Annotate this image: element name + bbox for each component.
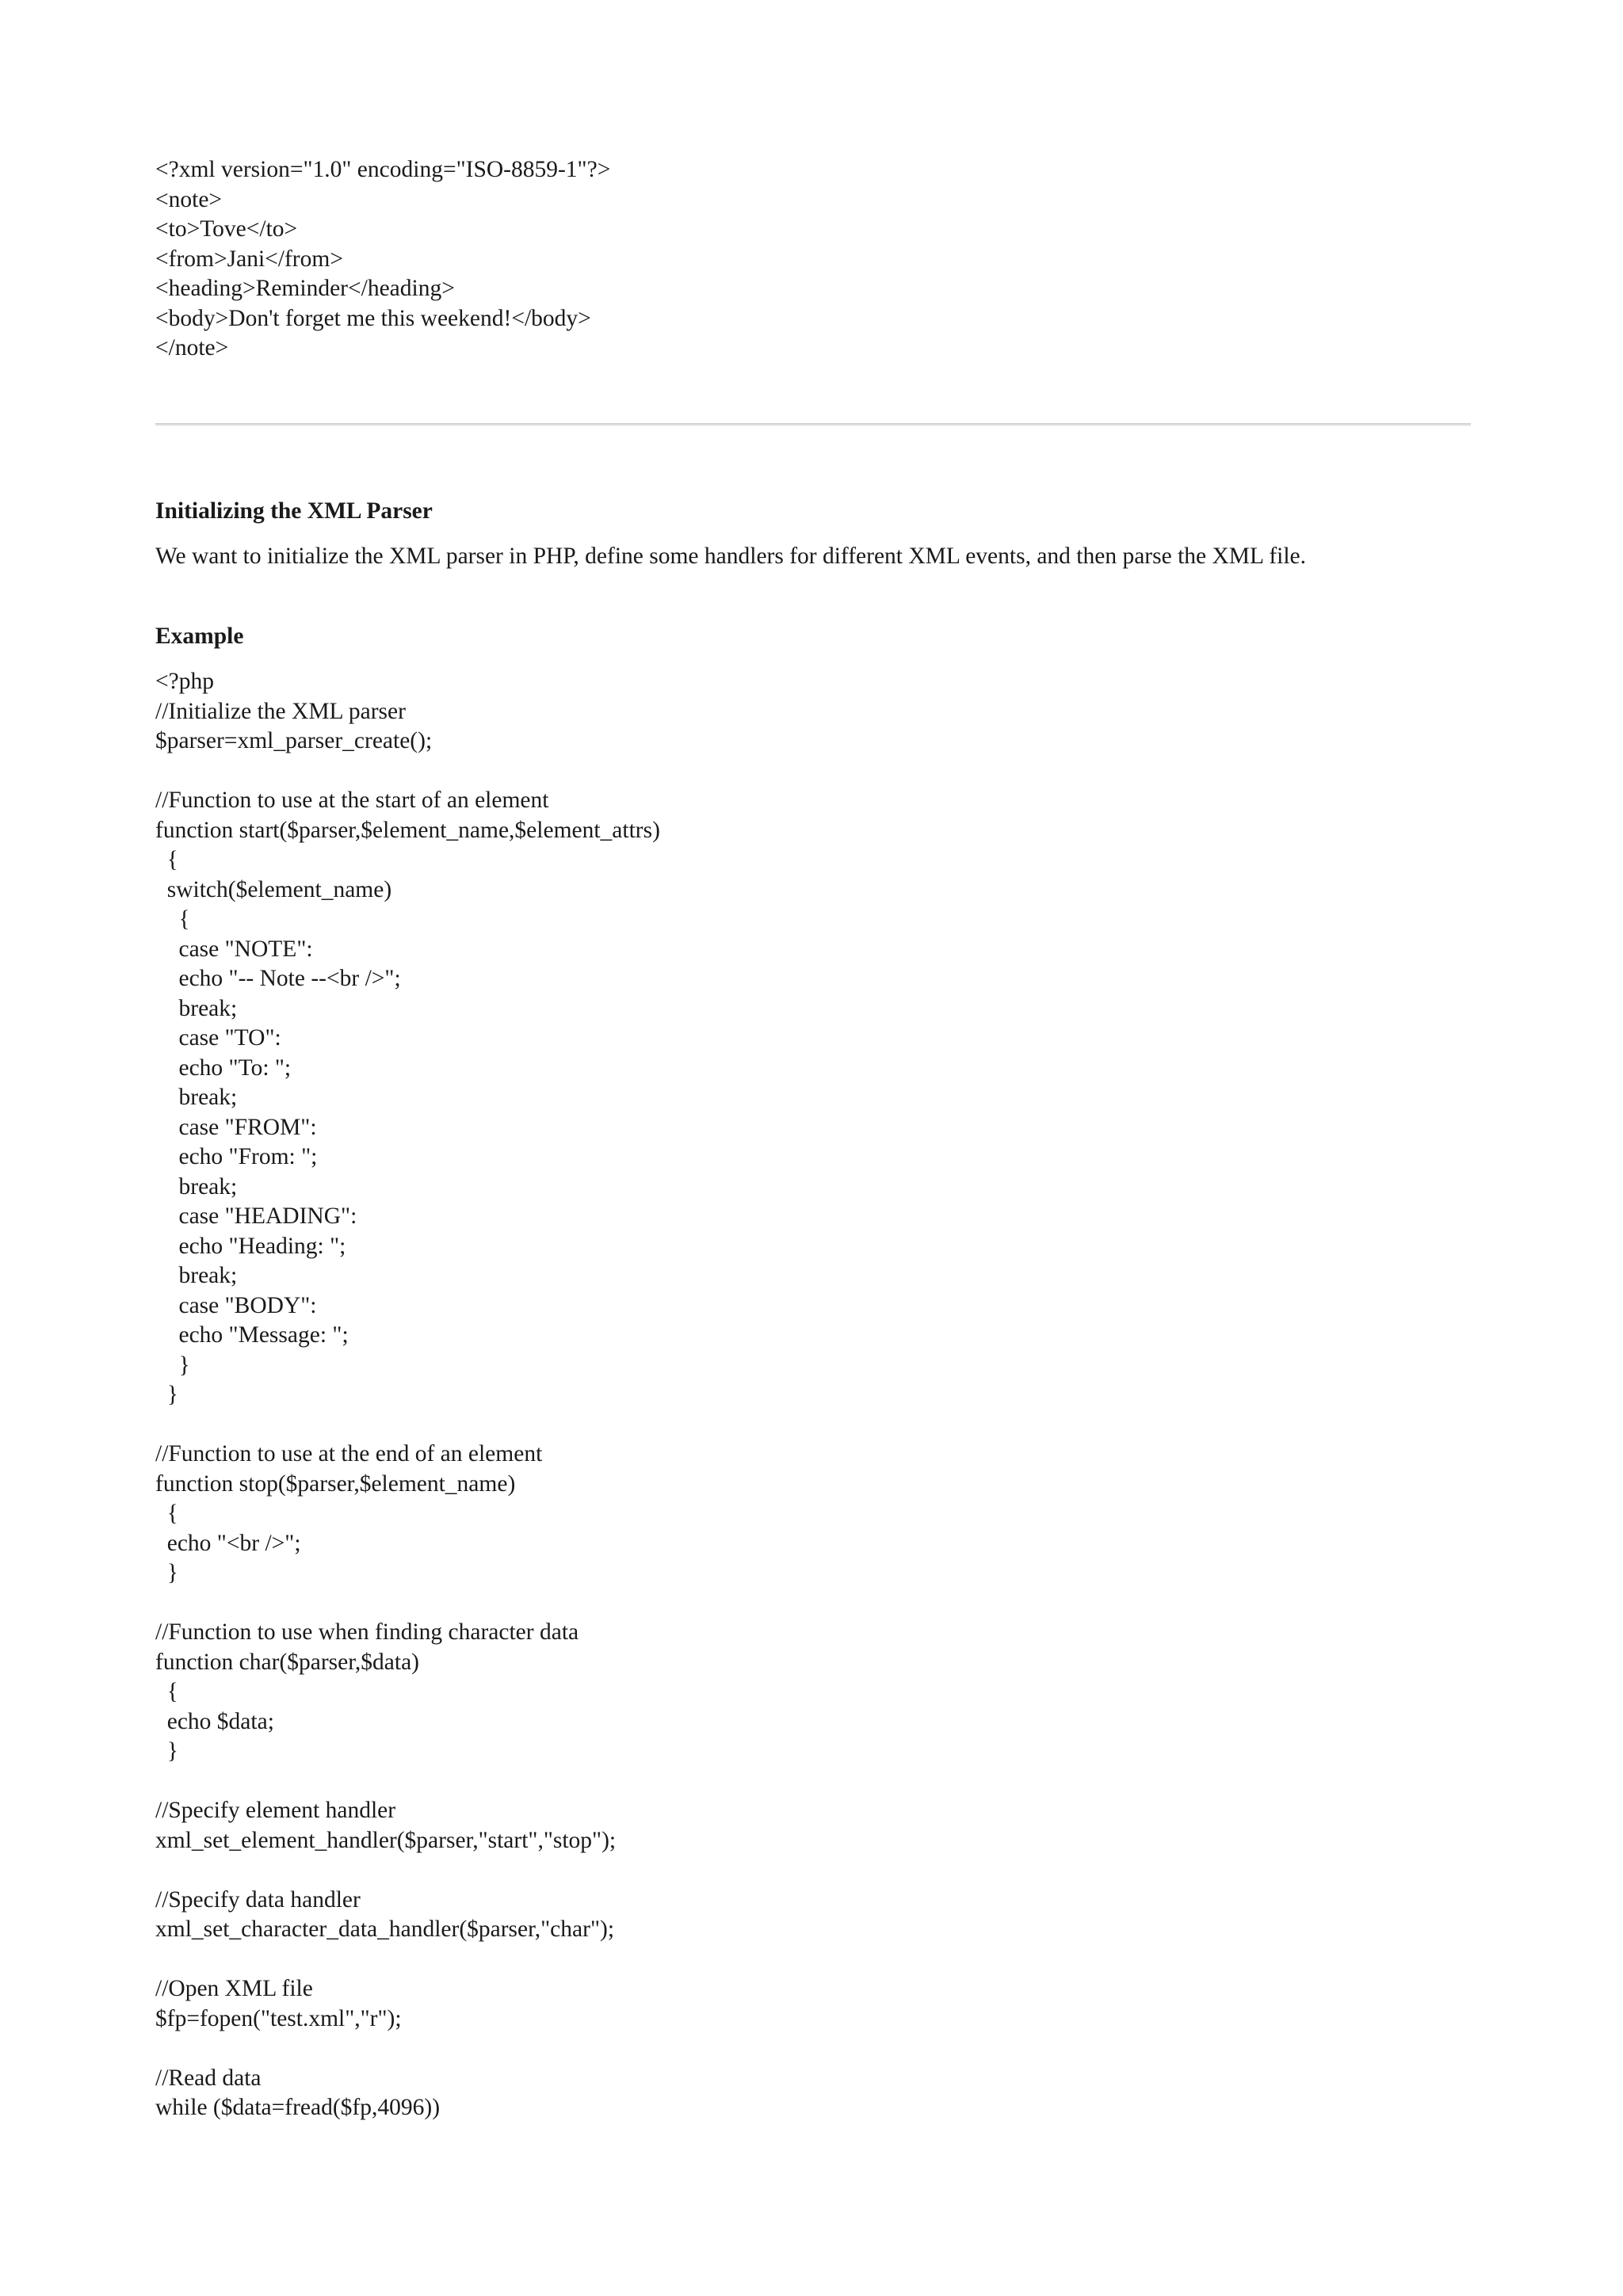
code-line xyxy=(155,1855,1471,1886)
code-line: //Function to use when finding character data xyxy=(155,1619,579,1645)
code-line: case "BODY": xyxy=(155,1292,317,1318)
xml-code-block xyxy=(155,155,1471,364)
code-line: $fp=fopen("test.xml","r"); xyxy=(155,2005,402,2031)
code-line: //Function to use at the end of an element xyxy=(155,1441,543,1466)
code-line: //Function to use at the start of an element xyxy=(155,788,549,813)
code-line: break; xyxy=(155,1263,238,1288)
code-line: <?php xyxy=(155,669,214,694)
code-line: switch($element_name) xyxy=(155,876,392,902)
code-line: <note> xyxy=(155,186,223,212)
example-heading: Example xyxy=(155,623,244,649)
code-line xyxy=(155,1767,1471,1797)
code-line: <body>Don't forget me this weekend!</body> xyxy=(155,305,591,331)
code-line: echo "From: "; xyxy=(155,1144,318,1169)
code-line: //Initialize the XML parser xyxy=(155,698,406,724)
code-line xyxy=(155,757,1471,787)
code-line: { xyxy=(155,906,190,932)
code-line: function char($parser,$data) xyxy=(155,1649,419,1675)
code-line: <from>Jani</from> xyxy=(155,246,343,272)
code-line: <?xml version="1.0" encoding="ISO-8859-1"?> xyxy=(155,157,611,182)
code-line: function stop($parser,$element_name) xyxy=(155,1470,516,1497)
code-line: echo "-- Note --<br />"; xyxy=(155,966,401,991)
code-line: //Specify data handler xyxy=(155,1886,361,1913)
horizontal-rule xyxy=(155,423,1471,426)
code-line: } xyxy=(155,1738,178,1764)
code-line: echo "Heading: "; xyxy=(155,1233,346,1259)
code-line: echo "<br />"; xyxy=(155,1530,301,1556)
code-line: echo "Message: "; xyxy=(155,1322,349,1348)
code-line: } xyxy=(155,1352,190,1378)
code-line: //Read data xyxy=(155,2065,262,2091)
code-line: } xyxy=(155,1560,178,1585)
code-line: { xyxy=(155,847,178,872)
code-line: </note> xyxy=(155,335,229,360)
code-line: xml_set_character_data_handler($parser,"char"); xyxy=(155,1917,615,1942)
code-line: case "NOTE": xyxy=(155,936,313,962)
code-line: xml_set_element_handler($parser,"start","stop"); xyxy=(155,1827,617,1853)
php-code-block xyxy=(155,667,1471,2123)
document-page xyxy=(155,155,1471,2123)
code-line: } xyxy=(155,1382,178,1407)
code-line: <to>Tove</to> xyxy=(155,216,298,242)
code-line: { xyxy=(155,1679,178,1704)
section-heading: Initializing the XML Parser xyxy=(155,498,433,524)
code-line: break; xyxy=(155,1085,238,1110)
code-line: //Specify element handler xyxy=(155,1798,396,1823)
code-line: <heading>Reminder</heading> xyxy=(155,276,455,301)
code-line: echo $data; xyxy=(155,1708,274,1734)
code-line: break; xyxy=(155,1173,238,1199)
code-line: echo "To: "; xyxy=(155,1055,292,1081)
code-line xyxy=(155,2034,1471,2064)
section-paragraph: We want to initialize the XML parser in PHP, define some handlers for different XML events, and then parse the XML file. xyxy=(155,543,1307,569)
code-line: function start($parser,$element_name,$element_attrs) xyxy=(155,817,660,843)
code-line xyxy=(155,1945,1471,1975)
code-line xyxy=(155,1589,1471,1619)
code-line: { xyxy=(155,1501,178,1526)
code-line: case "FROM": xyxy=(155,1114,317,1140)
code-line: case "HEADING": xyxy=(155,1203,357,1229)
code-line: break; xyxy=(155,995,238,1021)
code-line: //Open XML file xyxy=(155,1976,313,2001)
code-line: while ($data=fread($fp,4096)) xyxy=(155,2095,441,2120)
code-line: $parser=xml_parser_create(); xyxy=(155,728,433,753)
code-line xyxy=(155,1410,1471,1440)
code-line: case "TO": xyxy=(155,1025,281,1051)
